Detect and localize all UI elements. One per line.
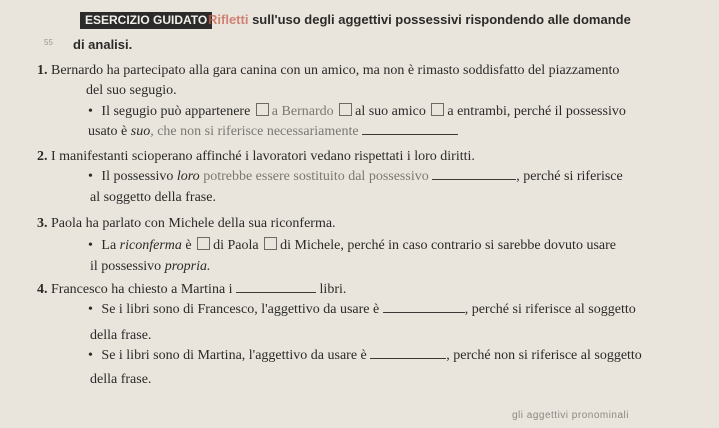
- option-label-2: di Michele, perché in caso contrario si sarebbe dovuto usare: [280, 238, 616, 253]
- item-number: 3.: [37, 216, 48, 231]
- item-1-text-a: Bernardo ha partecipato alla gara canina con un amico, ma non è rimasto soddisfatto del piazzamento: [51, 63, 620, 78]
- item-1-bullet-b: [88, 124, 458, 140]
- item-4-text-post: libri.: [319, 282, 347, 297]
- option-label-1: a Bernardo: [271, 104, 334, 119]
- item-4-bullet-b: [88, 348, 642, 364]
- item-4-sentence: [37, 282, 346, 298]
- item-number: 2.: [37, 149, 48, 164]
- exercise-instruction: [208, 12, 631, 27]
- item-1-sentence: [37, 63, 619, 79]
- bullet-italic-word: suo: [130, 124, 151, 139]
- bullet-italic-word: propria.: [164, 259, 211, 274]
- bullet-text-post: , perché si riferisce al soggetto: [464, 302, 636, 317]
- item-3-bullet-b: [90, 259, 210, 275]
- bullet-text: Il segugio può appartenere: [101, 104, 251, 119]
- bullet-italic-word: loro: [176, 169, 200, 184]
- bullet-text-pre: La: [101, 238, 117, 253]
- page-footer: gli aggettivi pronominali: [512, 410, 630, 421]
- item-1-sentence-cont: del suo segugio.: [86, 83, 177, 98]
- bullet-text-pre: Se i libri sono di Martina, l'aggettivo da usare è: [101, 348, 367, 363]
- bullet-text-pre: Il possessivo: [101, 169, 174, 184]
- bullet-text-post: potrebbe essere sostituito dal possessivo: [203, 169, 429, 184]
- answer-blank[interactable]: [432, 179, 516, 180]
- item-2-bullet-a: [88, 169, 623, 185]
- bullet-italic-word: riconferma: [119, 238, 182, 253]
- bullet-text-mid: è: [185, 238, 192, 253]
- bullet-text-pre: usato è: [88, 124, 128, 139]
- bullet-text-pre: il possessivo: [90, 259, 162, 274]
- checkbox-option-3[interactable]: [431, 103, 444, 116]
- bullet-text-pre: Se i libri sono di Francesco, l'aggettivo da usare è: [101, 302, 380, 317]
- item-number: 4.: [37, 282, 48, 297]
- checkbox-option-1[interactable]: [256, 103, 269, 116]
- exercise-badge: ESERCIZIO GUIDATO: [80, 12, 212, 29]
- item-2-text: I manifestanti scioperano affinché i lavoratori vedano rispettati i loro diritti.: [51, 149, 475, 164]
- option-label-1: di Paola: [213, 238, 259, 253]
- option-label-2: al suo amico: [355, 104, 426, 119]
- item-4-bullet-b-cont: della frase.: [90, 372, 152, 387]
- item-3-bullet-a: [88, 237, 616, 254]
- instruction-text: sull'uso degli aggettivi possessivi rispondendo alle domande: [252, 12, 631, 27]
- item-2-sentence: [37, 149, 475, 165]
- item-number: 1.: [37, 63, 48, 78]
- bullet-text-end: , perché si riferisce: [516, 169, 623, 184]
- checkbox-option-2[interactable]: [264, 237, 277, 250]
- checkbox-option-2[interactable]: [339, 103, 352, 116]
- item-1-bullet-a: [88, 103, 626, 120]
- answer-blank[interactable]: [236, 292, 316, 293]
- answer-blank[interactable]: [370, 358, 446, 359]
- answer-blank[interactable]: [383, 312, 465, 313]
- item-3-text: Paola ha parlato con Michele della sua riconferma.: [51, 216, 336, 231]
- bullet-text-post: , che non si riferisce necessariamente: [150, 124, 359, 139]
- instruction-line2: di analisi.: [73, 37, 133, 52]
- item-2-bullet-b: al soggetto della frase.: [90, 190, 216, 205]
- answer-blank[interactable]: [362, 134, 458, 135]
- instruction-faded-word: Rifletti: [208, 12, 249, 27]
- item-3-sentence: [37, 216, 336, 232]
- item-4-bullet-a: [88, 302, 636, 318]
- checkbox-option-1[interactable]: [197, 237, 210, 250]
- page-corner-mark: 55: [44, 38, 53, 47]
- item-4-text-pre: Francesco ha chiesto a Martina i: [51, 282, 233, 297]
- bullet-text-post: , perché non si riferisce al soggetto: [446, 348, 642, 363]
- option-label-3: a entrambi, perché il possessivo: [447, 104, 626, 119]
- item-4-bullet-a-cont: della frase.: [90, 328, 152, 343]
